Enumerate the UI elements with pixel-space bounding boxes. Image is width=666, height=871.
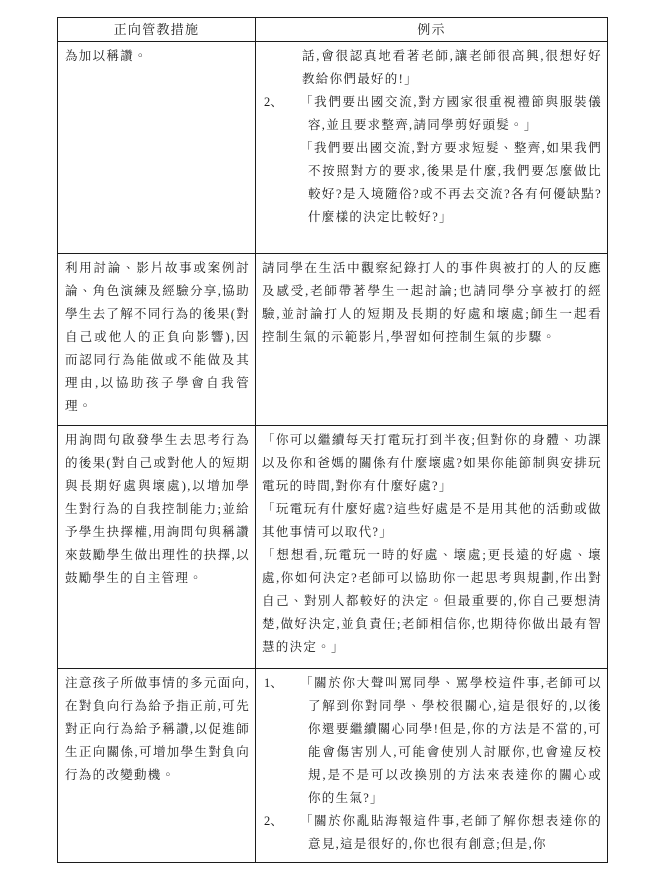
example-numbered-item bbox=[262, 672, 602, 810]
example-continuation-text: 話,會很認真地看著老師,讓老師很高興,很想好好教給你們最好的!」 bbox=[302, 49, 602, 86]
measure-text: 利用討論、影片故事或案例討論、角色演練及經驗分享,協助學生去了解不同行為的後果(對自己或他人的正負向影響),因而認同行為能做或不能做及其理由,以協助孩子學會自我管理。 bbox=[65, 261, 250, 413]
measure-cell bbox=[58, 426, 256, 669]
example-quote-text: 「玩電玩有什麼好處?這些好處是不是用其他的活動或做其他事情可以取代?」 bbox=[262, 502, 602, 539]
item-number: 2、 bbox=[264, 814, 283, 828]
table-row bbox=[58, 669, 608, 863]
measure-cell bbox=[58, 42, 256, 254]
header-cell-measures: 正向管教措施 bbox=[58, 18, 256, 42]
example-quote-text: 「想想看,玩電玩一時的好處、壞處;更長遠的好處、壞處,你如何決定?老師可以協助你一起思考與規劃,作出對自己、對別人都較好的決定。但最重要的,你自己要想清楚,做好決定,並負責任;老師相信你,也期待你做出最有智慧的決定。」 bbox=[262, 548, 602, 654]
table-row bbox=[58, 426, 608, 669]
item-text: 「關於你亂貼海報這件事,老師了解你想表達你的意見,這是很好的,你也很有創意;但是,你 bbox=[300, 814, 602, 851]
table-row bbox=[58, 42, 608, 254]
item-number: 1、 bbox=[264, 676, 283, 690]
item-text: 「關於你大聲叫罵同學、罵學校這件事,老師可以了解到你對同學、學校很關心,這是很好的,以後你還要繼續關心同學!但是,你的方法是不當的,可能會傷害別人,可能會使別人討厭你,也會違反校規,是不是可以改換別的方法來表達你的關心或你的生氣?」 bbox=[300, 676, 602, 805]
examples-cell bbox=[256, 42, 608, 254]
example-numbered-item bbox=[262, 810, 602, 856]
example-text: 請同學在生活中觀察紀錄打人的事件與被打的人的反應及感受,老師帶著學生一起討論;也請同學分享被打的經驗,並討論打人的短期及長期的好處和壞處;師生一起看控制生氣的示範影片,學習如何控制生氣的步驟。 bbox=[262, 261, 602, 344]
measure-text: 為加以稱讚。 bbox=[65, 49, 148, 63]
item-text: 「我們要出國交流,對方國家很重視禮節與服裝儀容,並且要求整齊,請同學剪好頭髮。」 bbox=[300, 95, 602, 132]
example-numbered-item bbox=[262, 91, 602, 137]
measure-text: 注意孩子所做事情的多元面向,在對負向行為給予指正前,可先對正向行為給予稱讚,以促進師生正向關係,可增加學生對負向行為的改變動機。 bbox=[65, 676, 250, 782]
table-row bbox=[58, 254, 608, 426]
measure-text: 用詢問句啟發學生去思考行為的後果(對自己或對他人的短期與長期好處與壞處),以增加學生對行為的自我控制能力;並給予學生抉擇權,用詢問句與稱讚來鼓勵學生做出理性的抉擇,以鼓勵學生的自主管理。 bbox=[65, 433, 250, 585]
positive-discipline-table bbox=[57, 17, 608, 863]
examples-cell bbox=[256, 254, 608, 426]
example-quote-text: 「我們要出國交流,對方要求短髮、整齊,如果我們不按照對方的要求,後果是什麼,我們要怎麼做比較好?是入境隨俗?或不再去交流?各有何優缺點?什麼樣的決定比較好?」 bbox=[300, 141, 602, 224]
examples-cell bbox=[256, 669, 608, 863]
examples-cell bbox=[256, 426, 608, 669]
example-quote-text: 「你可以繼續每天打電玩打到半夜;但對你的身體、功課以及你和爸媽的關係有什麼壞處?如果你能節制與安排玩電玩的時間,對你有什麼好處?」 bbox=[262, 433, 602, 493]
measure-cell bbox=[58, 254, 256, 426]
table-header-row bbox=[58, 18, 608, 42]
item-number: 2、 bbox=[264, 95, 283, 109]
measure-cell bbox=[58, 669, 256, 863]
header-cell-examples: 例示 bbox=[256, 18, 608, 42]
